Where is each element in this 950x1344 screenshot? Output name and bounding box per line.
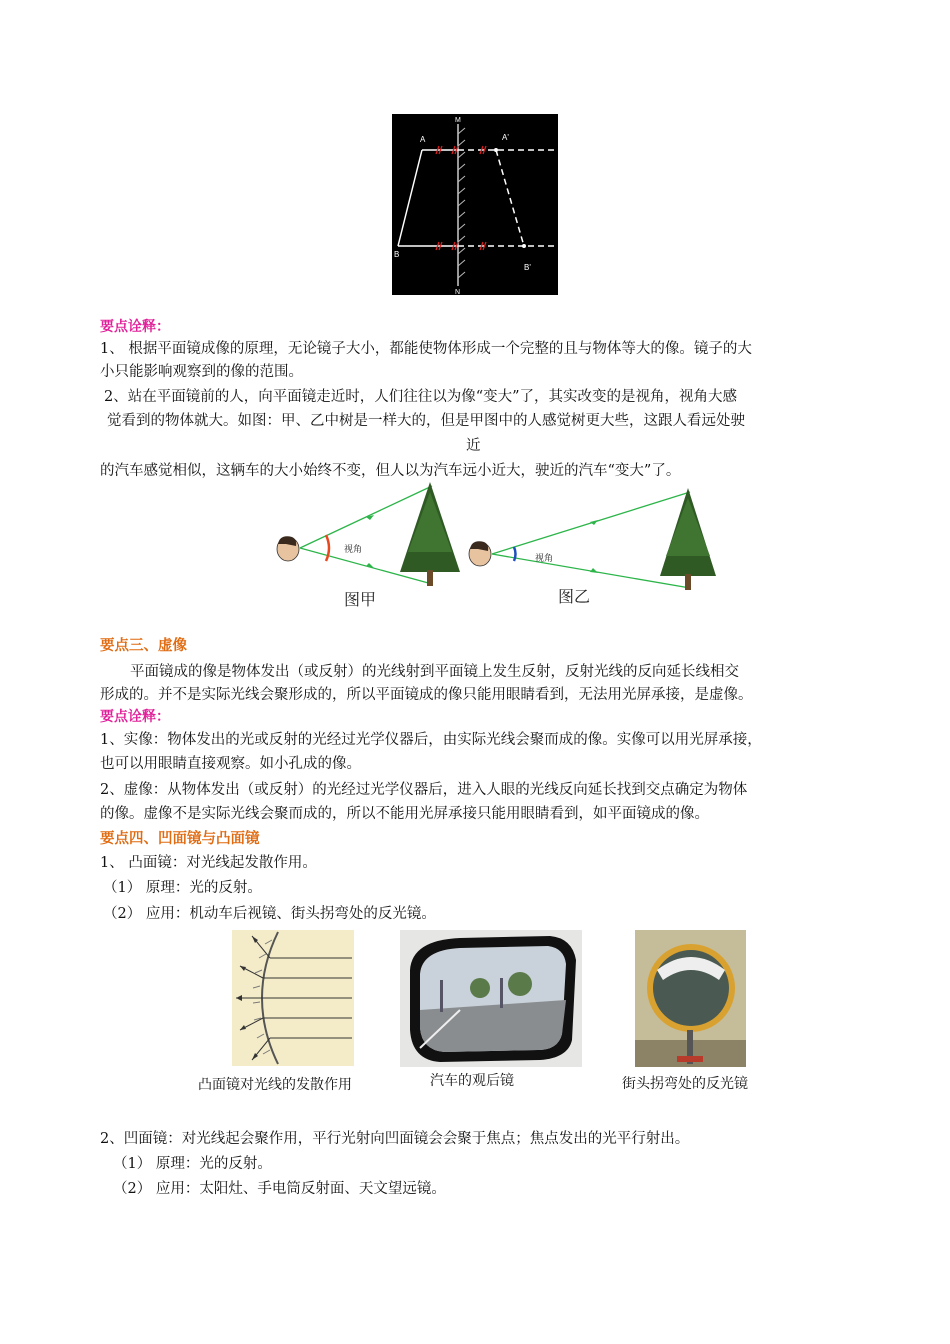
note2-line4: 的汽车感觉相似，这辆车的大小始终不变，但人以为汽车远小近大，驶近的汽车“变大”了。	[100, 463, 681, 479]
label-A: A	[420, 135, 426, 144]
convex-divergence-diagram	[232, 930, 354, 1066]
note-heading-1: 要点诠释：	[100, 319, 170, 335]
note1-line2: 小只能影响观察到的像的范围。	[100, 364, 303, 380]
angle-label-b: 视角	[535, 554, 554, 564]
section3-line2: 形成的。并不是实际光线会聚形成的，所以平面镜成的像只能用眼睛看到，无法用光屏承接，是虚像。	[100, 687, 753, 703]
note1-line1: 1、 根据平面镜成像的原理，无论镜子大小，都能使物体形成一个完整的且与物体等大的像。镜子的大	[100, 341, 752, 357]
section3-heading: 要点三、虚像	[100, 638, 187, 654]
concave-principle: （1） 原理：光的反射。	[113, 1156, 272, 1172]
head-icon-a	[277, 536, 299, 561]
label-A-image: A'	[502, 133, 509, 142]
note2-line2: 觉看到的物体就大。如图：甲、乙中树是一样大的，但是甲图中的人感觉树更大些，这跟人看远处驶	[107, 413, 745, 429]
label-M: M	[455, 117, 461, 124]
label-N: N	[455, 289, 461, 295]
head-icon-b	[469, 541, 491, 566]
label-B: B	[394, 250, 400, 259]
caption-figure-a: 图甲	[344, 590, 377, 609]
convex-title: 1、 凸面镜：对光线起发散作用。	[100, 855, 317, 871]
car-rearview-mirror-image	[400, 930, 582, 1067]
label-B-image: B'	[524, 263, 531, 272]
convex-principle: （1） 原理：光的反射。	[103, 880, 262, 896]
plane-mirror-diagram	[392, 114, 558, 295]
note2-line3: 近	[466, 438, 481, 454]
virtual-image-line1: 2、虚像：从物体发出（或反射）的光经过光学仪器后，进入人眼的光线反向延长找到交点确定为物体	[100, 782, 748, 798]
virtual-image-line2: 的像。虚像不是实际光线会聚而成的，所以不能用光屏承接只能用眼睛看到，如平面镜成的像。	[100, 806, 709, 822]
real-image-line2: 也可以用眼睛直接观察。如小孔成的像。	[100, 756, 361, 772]
caption-figure-b: 图乙	[558, 587, 591, 606]
section3-line1: 平面镜成的像是物体发出（或反射）的光线射到平面镜上发生反射，反射光线的反向延长线相交	[130, 664, 739, 680]
street-convex-mirror-image	[635, 930, 746, 1067]
note2-line1: 2、站在平面镜前的人，向平面镜走近时，人们往往以为像“变大”了，其实改变的是视角，视角大感	[104, 389, 738, 405]
concave-use: （2） 应用：太阳灶、手电筒反射面、天文望远镜。	[113, 1181, 446, 1197]
tree-icon-b	[660, 488, 716, 590]
note-heading-2: 要点诠释：	[100, 709, 170, 725]
caption-car-mirror: 汽车的观后镜	[430, 1073, 514, 1089]
caption-convex-divergence: 凸面镜对光线的发散作用	[198, 1077, 352, 1093]
tree-icon-a	[400, 482, 460, 586]
convex-use: （2） 应用：机动车后视镜、街头拐弯处的反光镜。	[103, 906, 436, 922]
angle-label-a: 视角	[344, 545, 363, 555]
concave-title: 2、凹面镜：对光线起会聚作用，平行光射向凹面镜会会聚于焦点；焦点发出的光平行射出。	[100, 1131, 690, 1147]
real-image-line1: 1、实像：物体发出的光或反射的光经过光学仪器后，由实际光线会聚而成的像。实像可以用光屏承接，	[100, 732, 762, 748]
visual-angle-figure	[270, 482, 730, 610]
section4-heading: 要点四、凹面镜与凸面镜	[100, 831, 260, 847]
caption-street-mirror: 街头拐弯处的反光镜	[622, 1076, 748, 1092]
